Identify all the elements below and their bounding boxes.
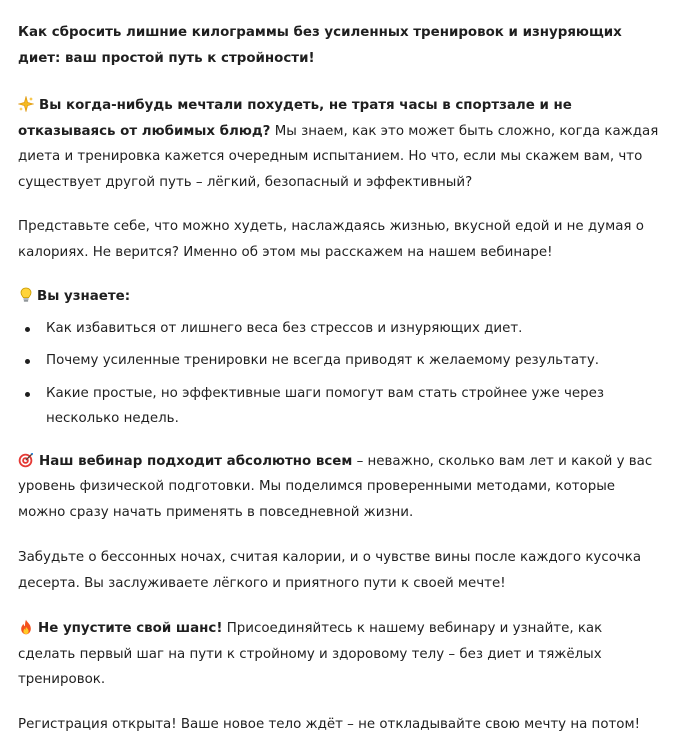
target-bold: Наш вебинар подходит абсолютно всем (39, 454, 352, 469)
chance-bold: Не упустите свой шанс! (38, 621, 222, 636)
target-text: – неважно, сколько вам лет и какой у вас уровень физической подготовки. Мы поделимся проверенными методами, которые можно сразу начать применять в повседневной жизни. (18, 454, 652, 520)
target-icon (18, 452, 34, 468)
closing-paragraph: Регистрация открыта! Ваше новое тело ждёт – не откладывайте свою мечту на потом! (18, 712, 661, 737)
intro-bold: Вы когда-нибудь мечтали похудеть, не тратя часы в спортзале и не отказываясь от любимых блюд? (18, 98, 572, 139)
bullet-dot (25, 392, 30, 397)
learn-heading-line (18, 284, 661, 310)
chance-text: Присоединяйтесь к нашему вебинару и узнайте, как сделать первый шаг на пути к стройному и здоровому телу – без диет и тяжёлых тренировок. (18, 621, 602, 687)
target-paragraph (18, 449, 661, 526)
document-title: Как сбросить лишние килограммы без усиленных тренировок и изнуряющих диет: ваш простой путь к стройности! (18, 20, 661, 71)
fire-icon (18, 619, 34, 635)
imagine-paragraph: Представьте себе, что можно худеть, наслаждаясь жизнью, вкусной едой и не думая о калориях. Не верится? Именно об этом мы расскажем на нашем вебинаре! (18, 214, 661, 265)
list-item (18, 348, 661, 374)
chance-paragraph (18, 616, 661, 693)
bullet-dot (25, 359, 30, 364)
list-item (18, 316, 661, 342)
list-item-text: Какие простые, но эффективные шаги помогут вам стать стройнее уже через несколько недель. (46, 386, 604, 427)
intro-paragraph (18, 93, 661, 195)
forget-paragraph: Забудьте о бессонных ночах, считая калории, и о чувстве вины после каждого кусочка десерта. Вы заслуживаете лёгкого и приятного пути к своей мечте! (18, 545, 661, 596)
learn-heading: Вы узнаете: (37, 289, 130, 304)
list-item-text: Почему усиленные тренировки не всегда приводят к желаемому результату. (46, 353, 599, 368)
sparkles-icon (18, 96, 34, 112)
list-item-text: Как избавиться от лишнего веса без стрессов и изнуряющих диет. (46, 321, 522, 336)
list-item (18, 381, 661, 432)
lightbulb-icon (18, 287, 34, 303)
bullet-dot (25, 327, 30, 332)
learn-list (18, 316, 661, 432)
intro-text: Мы знаем, как это может быть сложно, когда каждая диета и тренировка кажется очередным испытанием. Но что, если мы скажем вам, что существует другой путь – лёгкий, безопасный и эффективный? (18, 124, 658, 190)
